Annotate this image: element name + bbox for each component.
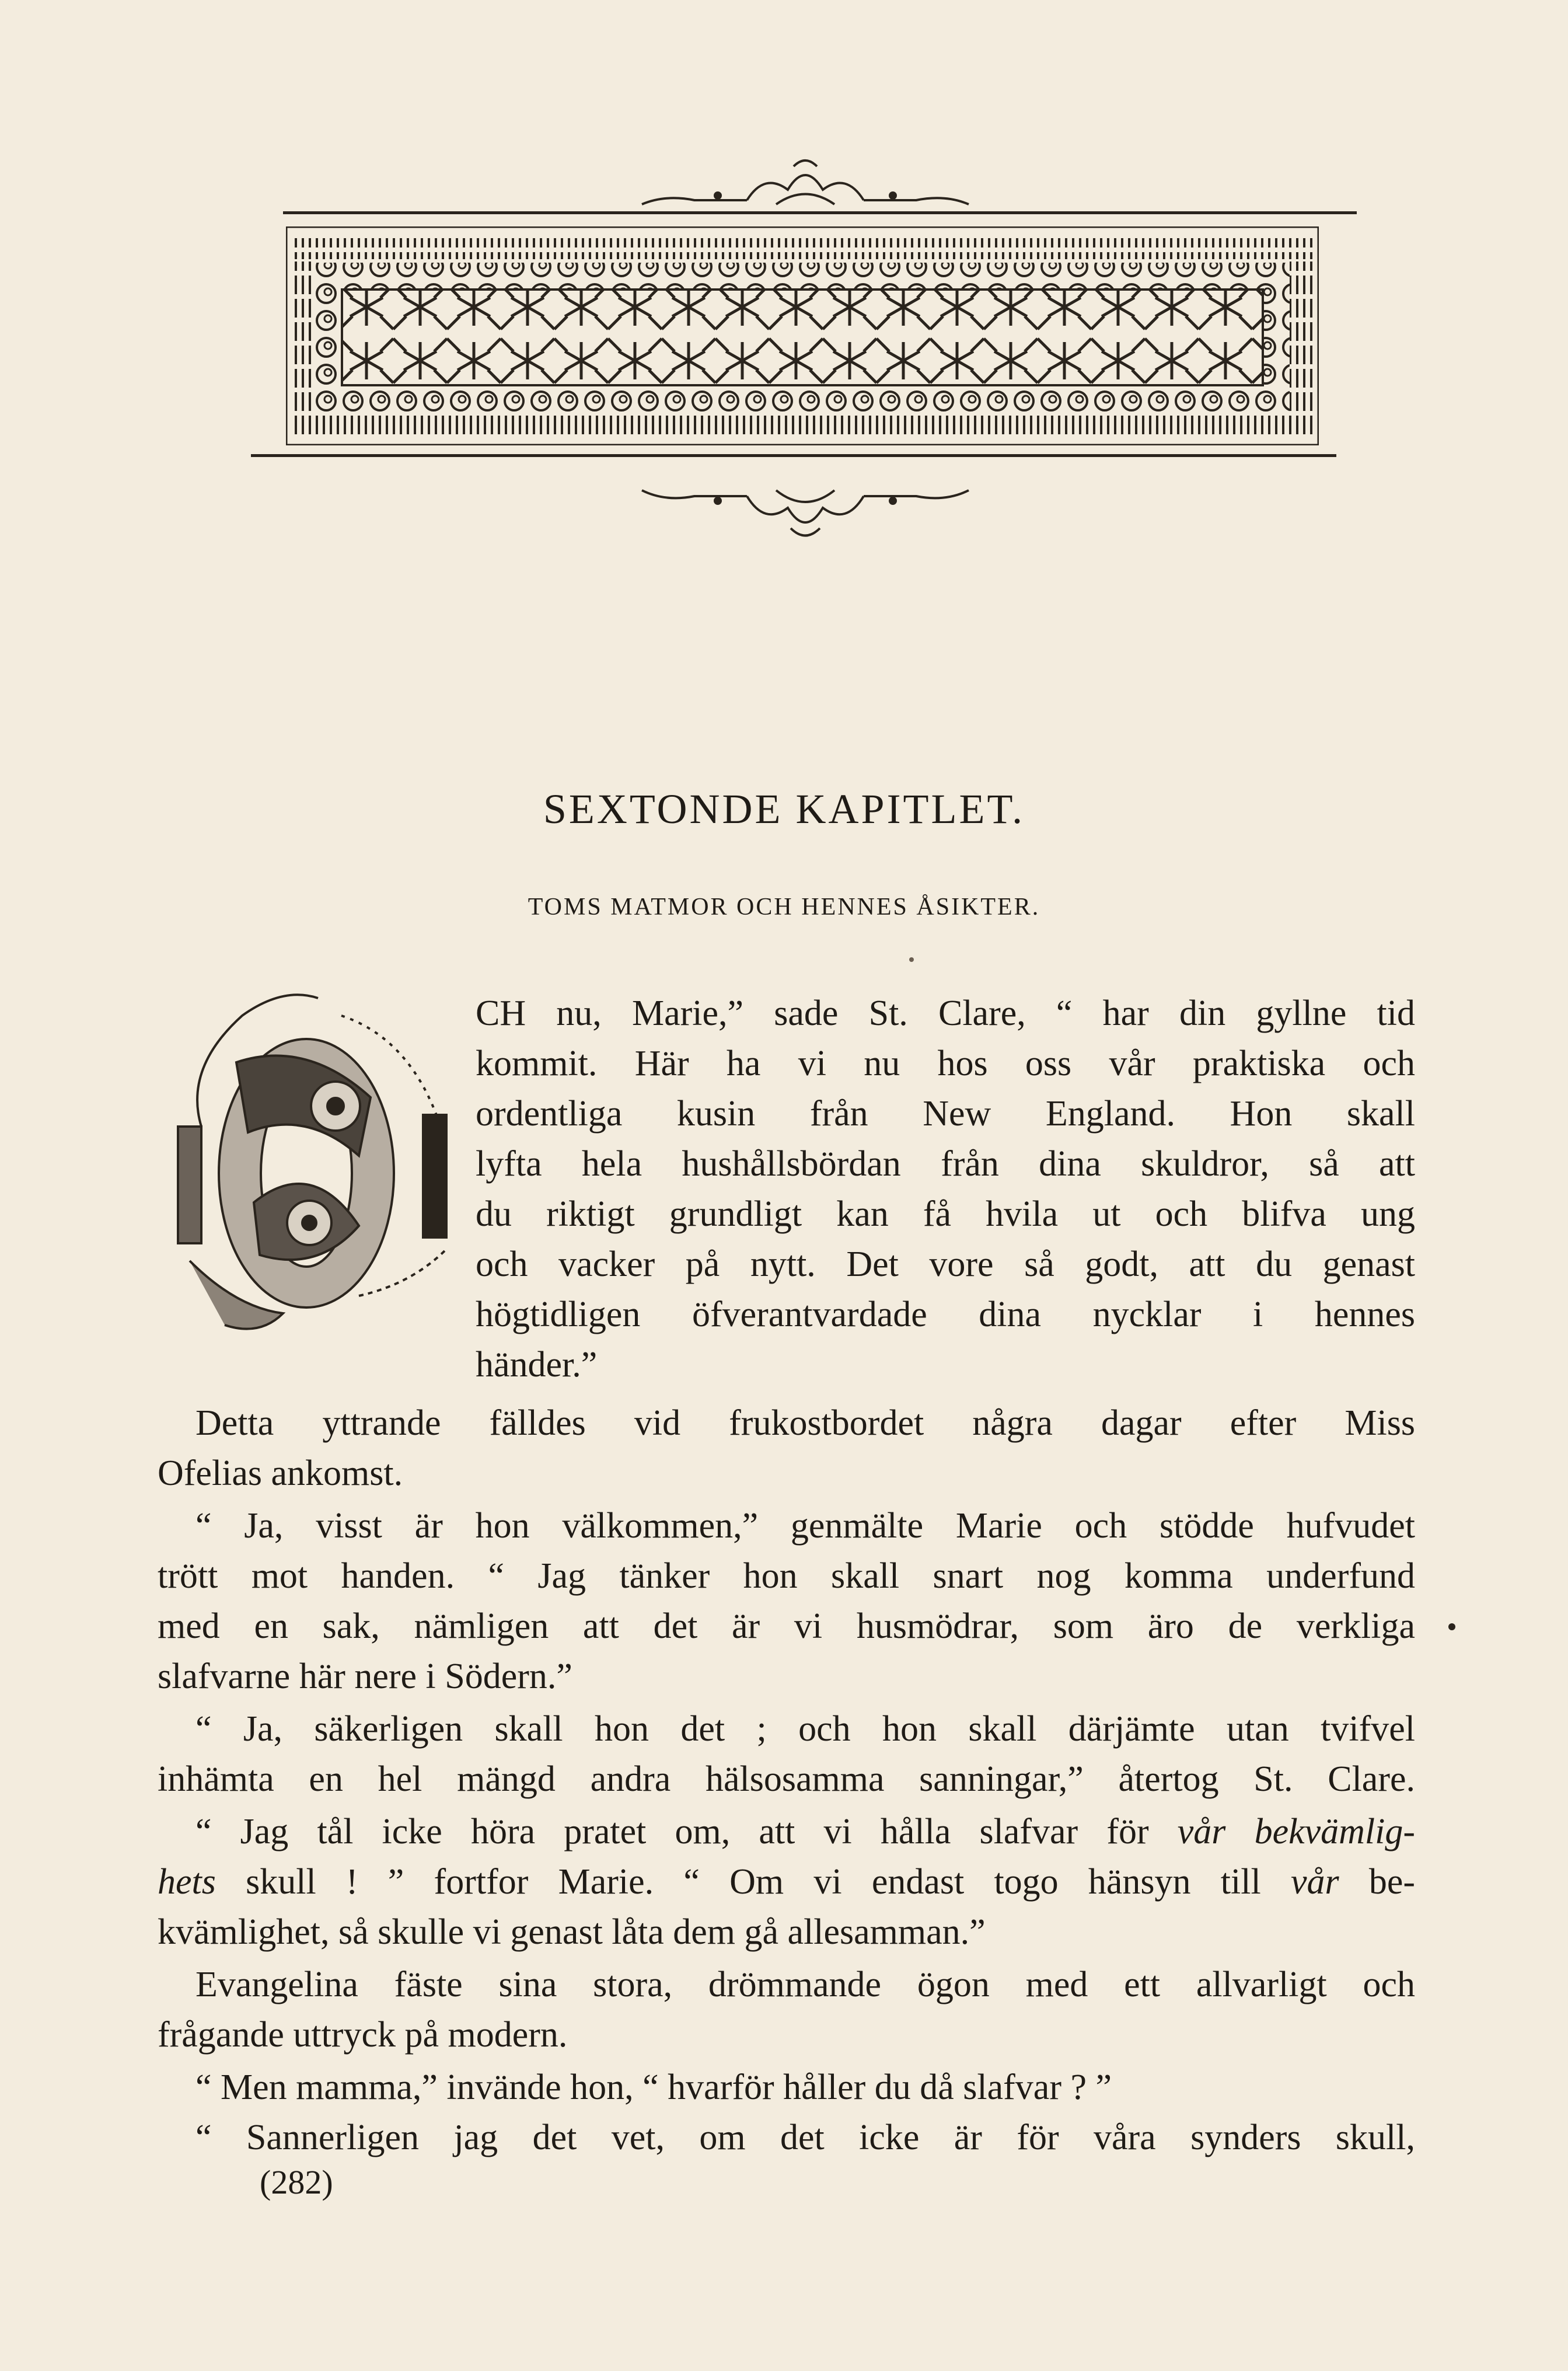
text-line: lyfta hela hushållsbördan från dina skuldror, så att [476, 1144, 1415, 1184]
ornamental-band [286, 226, 1319, 445]
italic-fragment: hets [158, 1862, 216, 1902]
text-line: Ofelias ankomst. [158, 1453, 403, 1493]
text-line: “ Sannerligen jag det vet, om det icke är för våra synders skull, [195, 2118, 1415, 2157]
text-line: händer.” [476, 1345, 598, 1385]
text-line: inhämta en hel mängd andra hälsosamma sanningar,” återtog St. Clare. [158, 1759, 1415, 1799]
text-line: och vacker på nytt. Det vore så godt, att du genast [476, 1244, 1415, 1284]
page-number: (282) [260, 2163, 333, 2201]
text-line [158, 1857, 1415, 1907]
text-line: ordentliga kusin från New England. Hon skall [476, 1094, 1415, 1134]
bottom-ornament-icon [630, 461, 980, 549]
text-line: kommit. Här ha vi nu hos oss vår praktiska och [476, 1044, 1415, 1083]
bottom-rule [251, 454, 1336, 457]
top-rule [283, 211, 1357, 214]
text-line [195, 1807, 1415, 1857]
text-line: “ Ja, visst är hon välkommen,” genmälte Marie och stödde hufvudet [195, 1506, 1415, 1546]
margin-mark [1448, 1623, 1455, 1630]
chapter-title: SEXTONDE KAPITLET. [543, 786, 1025, 832]
text-line: kvämlighet, så skulle vi genast låta dem gå allesamman.” [158, 1912, 986, 1952]
text-line: högtidligen öfverantvardade dina nycklar i hennes [476, 1295, 1415, 1334]
italic-fragment: vår bekvämlig- [1177, 1812, 1415, 1852]
text-line: trött mot handen. “ Jag tänker hon skall snart nog komma underfund [158, 1556, 1415, 1596]
text-line: med en sak, nämligen att det är vi husmödrar, som äro de verkliga [158, 1606, 1415, 1646]
text-fragment: be- [1368, 1862, 1415, 1902]
text-line: Evangelina fäste sina stora, drömmande ögon med ett allvarligt och [195, 1965, 1415, 2004]
text-line: Detta yttrande fälldes vid frukostbordet några dagar efter Miss [195, 1403, 1415, 1443]
text-line: “ Ja, säkerligen skall hon det ; och hon skall därjämte utan tvifvel [195, 1709, 1415, 1749]
top-ornament-icon [630, 149, 980, 213]
ink-speck [909, 957, 914, 962]
text-line: slafvarne här nere i Södern.” [158, 1657, 572, 1696]
text-line: CH nu, Marie,” sade St. Clare, “ har din gyllne tid [476, 993, 1415, 1033]
decorated-initial-o-icon [166, 981, 484, 1366]
text-line: frågande uttryck på modern. [158, 2015, 568, 2055]
text-fragment: skull ! ” fortfor Marie. “ Om vi endast togo hänsyn till [246, 1862, 1261, 1902]
text-line: “ Men mamma,” invände hon, “ hvarför håller du då slafvar ? ” [195, 2067, 1112, 2107]
italic-fragment: vår [1290, 1862, 1339, 1902]
text-fragment: “ Jag tål icke höra pratet om, att vi hålla slafvar för [195, 1812, 1149, 1852]
chapter-subtitle: TOMS MATMOR OCH HENNES ÅSIKTER. [528, 894, 1040, 920]
text-line: du riktigt grundligt kan få hvila ut och blifva ung [476, 1194, 1415, 1234]
